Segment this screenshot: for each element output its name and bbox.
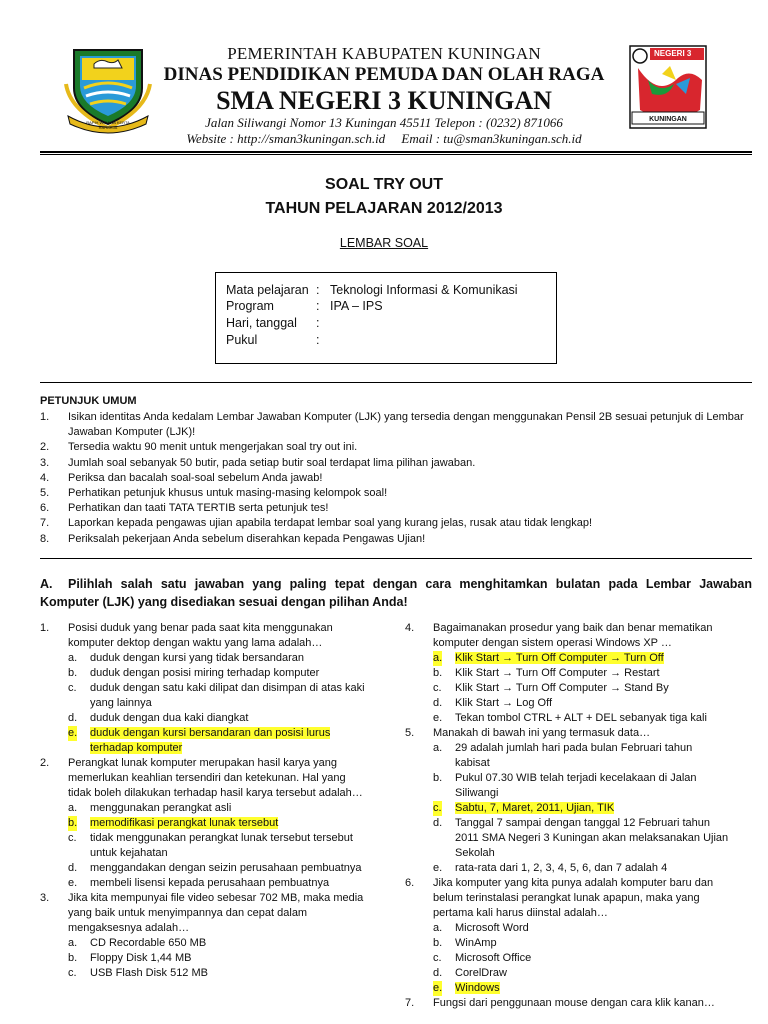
option: c. Microsoft Office [433,952,532,964]
petunjuk-list [40,410,760,547]
option: d. Klik Start → Log Off [433,697,553,709]
option: c. Klik Start → Turn Off Computer → Stand By [433,682,669,694]
header-web-email: Website : http://sman3kuningan.sch.id Email : tu@sman3kuningan.sch.id [186,131,582,146]
questions-left-column [40,621,365,981]
option-answer: c. Sabtu, 7, Maret, 2011, Ujian, TIK [433,802,615,814]
option: b. Klik Start → Turn Off Computer → Restart [433,667,660,679]
info-row: Pukul : [226,333,320,347]
header-department: DINAS PENDIDIKAN PEMUDA DAN OLAH RAGA [163,64,605,85]
section-rule [40,382,752,383]
option: a. 29 adalah jumlah hari pada bulan Februari tahun kabisat [433,742,693,769]
option: d. Tanggal 7 sampai dengan tanggal 12 Februari tahun 2011 SMA Negeri 3 Kuningan akan melaksanakan Ujian Sekolah [433,817,729,859]
list-item: 5. Perhatikan petunjuk khusus untuk masing-masing kelompok soal! [40,487,388,500]
option: c. USB Flash Disk 512 MB [68,967,208,979]
question-5: 5. Manakah di bawah ini yang termasuk data… [405,727,651,739]
question-4: 4. Bagaimanakan prosedur yang baik dan benar mematikan komputer dengan sistem operasi Windows XP … [405,622,713,649]
info-row: Mata pelajaran : Teknologi Informasi & Komunikasi [226,283,518,297]
option: a. menggunakan perangkat asli [68,802,232,814]
section-a-text: Pilihlah salah satu jawaban yang paling tepat dengan cara menghitamkan bulatan pada Lembar Jawaban Komputer (LJK) yang disediakan sesuai dengan pilihan Anda! [40,577,752,609]
list-item: 6. Perhatikan dan taati TATA TERTIB serta petunjuk tes! [40,502,329,515]
questions-right-column [405,621,730,1011]
option: e. membeli lisensi kepada perusahaan pembuatnya [68,877,330,889]
identity-box [215,272,557,364]
option: d. CorelDraw [433,967,507,979]
question-2: 2. Perangkat lunak komputer merupakan hasil karya yang memerlukan keahlian tersendiri dan ketekunan. Hal yang tidak boleh dilakukan terhadap hasil karya tersebut adalah… [40,757,363,799]
list-item: 8. Periksalah pekerjaan Anda sebelum diserahkan kepada Pengawas Ujian! [40,532,426,545]
doc-year: TAHUN PELAJARAN 2012/2013 [265,200,503,217]
info-label: Program [226,299,274,313]
option-answer: b. memodifikasi perangkat lunak tersebut [68,817,279,829]
option: c. tidak menggunakan perangkat lunak tersebut tersebut untuk kejahatan [68,832,353,859]
list-item: 4. Periksa dan bacalah soal-soal sebelum Anda jawab! [40,471,323,484]
option: b. Pukul 07.30 WIB telah terjadi kecelakaan di Jalan Siliwangi [433,772,697,799]
option: b. WinAmp [433,937,497,949]
question-1: 1. Posisi duduk yang benar pada saat kita menggunakan komputer dektop dengan waktu yang lama adalah… [40,622,333,649]
question-3: 3. Jika kita mempunyai file video sebesar 702 MB, maka media yang baik untuk menyimpannya dan cepat dalam mengaksesnya adalah… [40,892,364,934]
logo-bottom-text: KUNINGAN [649,116,687,123]
info-value: Teknologi Informasi & Komunikasi [330,283,518,297]
section-rule [40,558,752,559]
list-item: 1. Isikan identitas Anda kedalam Lembar Jawaban Komputer (LJK) yang tersedia dengan menggunakan Pensil 2B sesuai petunjuk di Lembar Jawaban Komputer (LJK)! [40,411,744,439]
info-row: Program : IPA – IPS [226,299,383,313]
section-a-instruction [40,575,752,611]
option: b. Floppy Disk 1,44 MB [68,952,192,964]
option: a. Microsoft Word [433,922,529,934]
header-school-name: SMA NEGERI 3 KUNINGAN [216,86,552,115]
option: d. duduk dengan dua kaki diangkat [68,712,249,724]
doc-title: SOAL TRY OUT [325,176,443,193]
option: b. duduk dengan posisi miring terhadap komputer [68,667,320,679]
list-item: 3. Jumlah soal sebanyak 50 butir, pada setiap butir soal terdapat lima pilihan jawaban. [40,456,476,469]
logo-motto: RAPIH WIBAWA KERTA RAHARJA [86,120,130,130]
option: e. Tekan tombol CTRL + ALT + DEL sebanyak tiga kali [433,712,707,724]
header-address: Jalan Siliwangi Nomor 13 Kuningan 45511 Telepon : (0232) 871066 [205,115,563,130]
option: e. rata-rata dari 1, 2, 3, 4, 5, 6, dan 7 adalah 4 [433,862,668,874]
doc-subtitle: LEMBAR SOAL [339,236,429,250]
header-government: PEMERINTAH KABUPATEN KUNINGAN [227,44,541,63]
info-label: Mata pelajaran [226,283,309,297]
option-answer: e. Windows [433,982,500,994]
section-a-label: A. [40,577,53,591]
option-answer: e. duduk dengan kursi bersandaran dan posisi lurus terhadap komputer [68,727,331,754]
option: a. duduk dengan kursi yang tidak bersandaran [68,652,305,664]
option: a. CD Recordable 650 MB [68,937,207,949]
info-label: Hari, tanggal [226,316,297,330]
logo-top-text: NEGERI 3 [654,49,692,58]
petunjuk-heading: PETUNJUK UMUM [40,395,137,407]
option: c. duduk dengan satu kaki dilipat dan disimpan di atas kaki yang lainnya [68,682,365,709]
question-7: 7. Fungsi dari penggunaan mouse dengan cara klik kanan… [405,997,715,1009]
header-rule [40,151,752,153]
option: d. menggandakan dengan seizin perusahaan pembuatnya [68,862,362,874]
info-value: IPA – IPS [330,299,383,313]
question-6: 6. Jika komputer yang kita punya adalah komputer baru dan belum terinstalasi perangkat lunak apapun, maka yang pertama kali harus diinstal adalah… [405,877,714,919]
info-row: Hari, tanggal : [226,316,320,330]
header-rule-thin [40,154,752,155]
list-item: 2. Tersedia waktu 90 menit untuk mengerjakan soal try out ini. [40,441,358,454]
list-item: 7. Laporkan kepada pengawas ujian apabila terdapat lembar soal yang kurang jelas, rusak atau tidak lengkap! [40,517,593,530]
info-label: Pukul [226,333,258,347]
option-answer: a. Klik Start → Turn Off Computer → Turn Off [433,652,664,664]
